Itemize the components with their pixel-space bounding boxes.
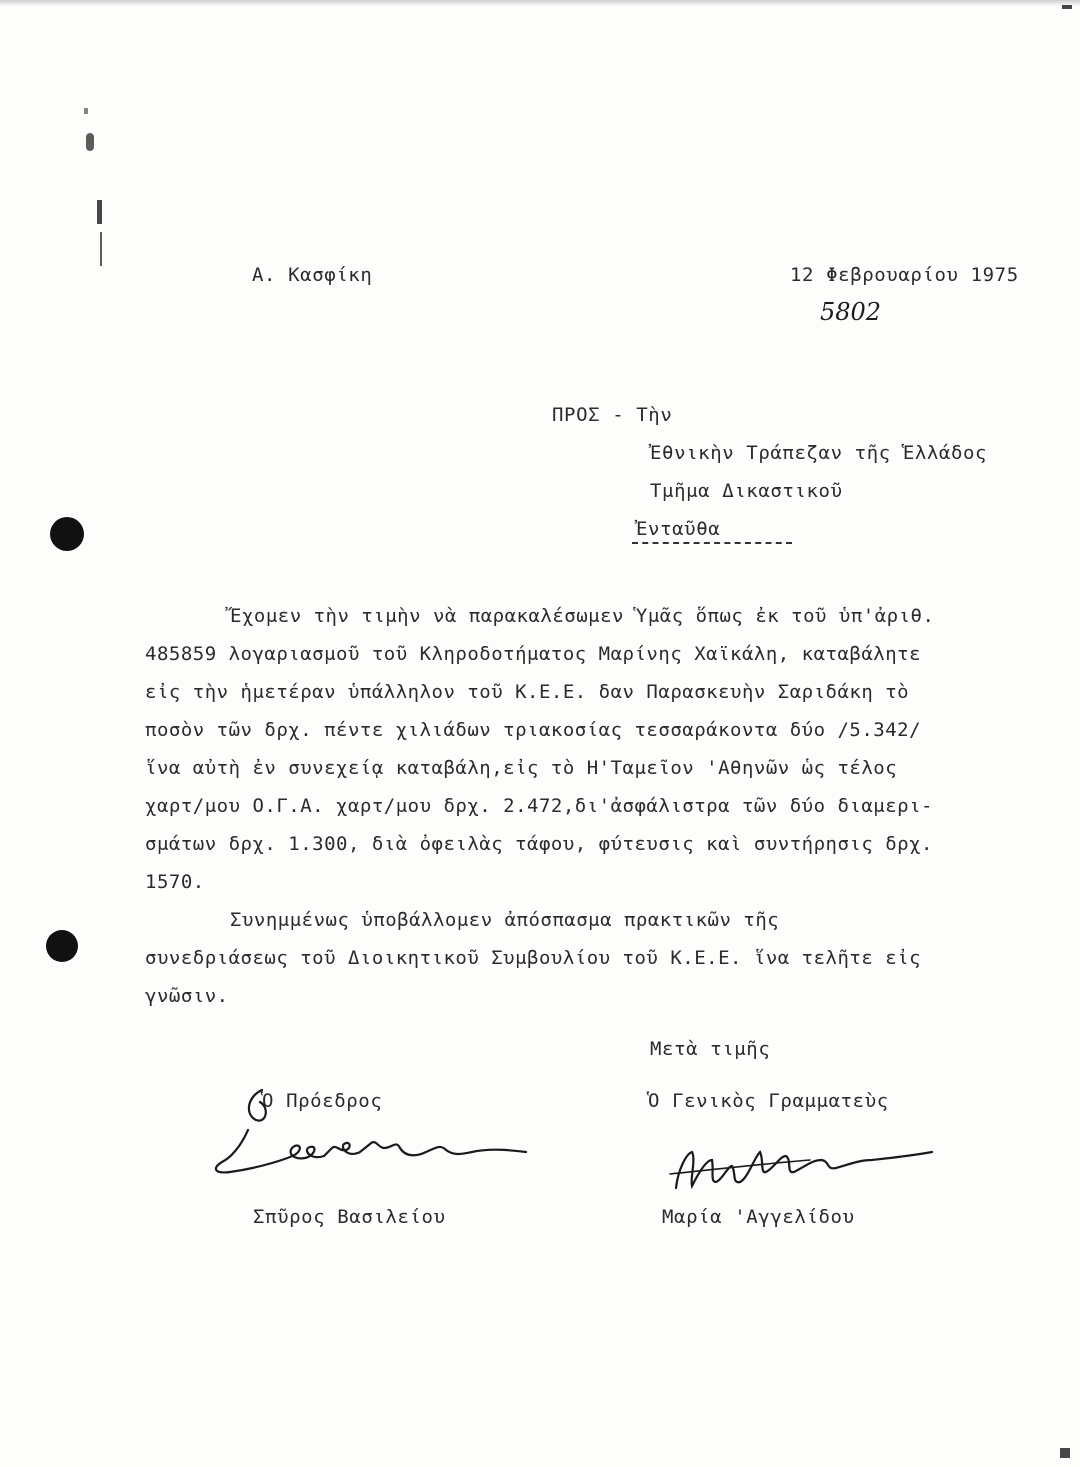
closing: Μετὰ τιμῆς xyxy=(650,1038,771,1060)
left-signatory-name: Σπῦρος Βασιλείου xyxy=(253,1206,446,1228)
body-line-4: ποσὸν τῶν δρχ. πέντε χιλιάδων τριακοσίας τεσσαράκοντα δύο /5.342/ xyxy=(145,719,922,741)
letter-date: 12 Φεβρουαρίου 1975 xyxy=(790,264,1019,286)
reference-number: 5802 xyxy=(820,298,882,326)
right-signatory-title: Ὁ Γενικὸς Γραμματεὺς xyxy=(648,1090,889,1112)
recipient-line-3: Τμῆμα Δικαστικοῦ xyxy=(650,480,843,502)
scan-corner xyxy=(1060,1448,1070,1458)
scan-speck xyxy=(97,200,102,224)
body-line-7: σμάτων δρχ. 1.300, διὰ ὀφειλὰς τάφου, φύτευσις καὶ συντήρησις δρχ. xyxy=(145,833,933,855)
recipient-underline xyxy=(632,542,792,544)
body-line-3: εἰς τὴν ἡμετέραν ὑπάλληλον τοῦ Κ.Ε.Ε. δαν Παρασκευὴν Σαριδάκη τὸ xyxy=(145,681,910,703)
scan-top-edge xyxy=(0,0,1080,6)
body-line-2: 485859 λογαριασμοῦ τοῦ Κληροδοτήματος Μαρίνης Χαϊκάλη, καταβάλητε xyxy=(145,643,922,665)
body-line-10: συνεδριάσεως τοῦ Διοικητικοῦ Συμβουλίου τοῦ Κ.Ε.Ε. ἵνα τελῆτε εἰς xyxy=(145,947,922,969)
body-line-6: χαρτ/μου Ο.Γ.Α. χαρτ/μου δρχ. 2.472,δι'ἀσφάλιστρα τῶν δύο διαμερι- xyxy=(145,795,933,817)
recipient-line-1: ΠΡΟΣ - Τὴν xyxy=(552,404,673,426)
left-signature xyxy=(200,1078,530,1188)
body-line-9: Συνημμένως ὑποβάλλομεν ἀπόσπασμα πρακτικῶν τῆς xyxy=(230,909,780,931)
recipient-line-4: Ἐνταῦθα xyxy=(636,518,721,540)
recipient-line-2: Ἐθνικὴν Τράπεζαν τῆς Ἑλλάδος xyxy=(650,442,988,464)
scan-speck xyxy=(100,232,102,266)
sender-name: Α. Κασφίκη xyxy=(252,264,373,286)
punch-hole-top xyxy=(50,517,84,551)
left-signatory-title: Ὁ Πρόεδρος xyxy=(262,1090,383,1112)
body-line-11: γνῶσιν. xyxy=(145,985,229,1007)
right-signatory-name: Μαρία 'Αγγελίδου xyxy=(662,1206,855,1228)
body-line-5: ἵνα αὐτὴ ἐν συνεχείᾳ καταβάλη,εἰς τὸ Η'Ταμεῖον 'Αθηνῶν ὡς τέλος xyxy=(145,757,898,779)
punch-hole-bottom xyxy=(46,930,78,962)
body-line-8: 1570. xyxy=(145,871,205,893)
scan-corner xyxy=(1062,5,1072,9)
scan-speck xyxy=(84,108,88,114)
scan-speck xyxy=(86,133,94,151)
right-signature xyxy=(560,1130,940,1210)
body-line-1: Ἔχομεν τὴν τιμὴν νὰ παρακαλέσωμεν Ὑμᾶς ὅπως ἐκ τοῦ ὑπ'ἀριθ. xyxy=(230,605,935,627)
